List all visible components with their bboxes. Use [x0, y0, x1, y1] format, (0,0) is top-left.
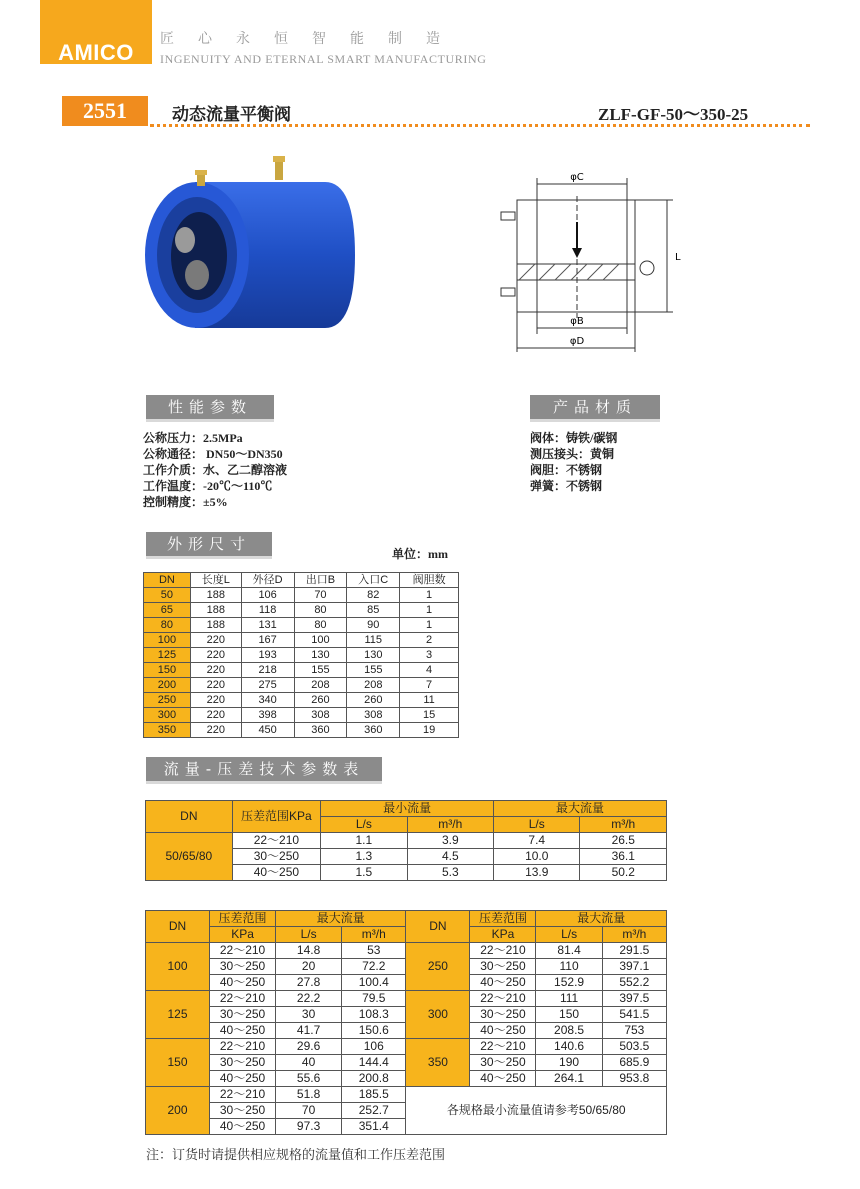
test-port-icon: [275, 160, 283, 180]
col-header: 入口C: [347, 573, 400, 588]
table-cell: 100: [294, 633, 347, 648]
table-cell: 152.9: [536, 975, 602, 991]
table-cell: 106: [342, 1039, 406, 1055]
table-cell: 552.2: [602, 975, 666, 991]
table-cell: 140.6: [536, 1039, 602, 1055]
dn-cell: 200: [146, 1087, 210, 1135]
table-cell: 40～250: [210, 1023, 276, 1039]
product-title: 动态流量平衡阀: [172, 105, 291, 125]
flow2-max-header-right: 最大流量: [536, 911, 667, 927]
table-cell: 1: [400, 588, 459, 603]
dn-cell: 350: [406, 1039, 470, 1087]
range-unit: KPa: [210, 927, 276, 943]
section-flow-header: 流量-压差技术参数表: [146, 757, 382, 784]
table-cell: 30～250: [210, 1103, 276, 1119]
table-cell: 100.4: [342, 975, 406, 991]
dn-cell: 250: [144, 693, 191, 708]
dn-cell: 250: [406, 943, 470, 991]
table-cell: 360: [294, 723, 347, 738]
table-cell: 22～210: [232, 833, 320, 849]
table-cell: 2: [400, 633, 459, 648]
table-cell: 503.5: [602, 1039, 666, 1055]
dn-cell: 300: [144, 708, 191, 723]
unit-ls: L/s: [536, 927, 602, 943]
table-cell: 275: [241, 678, 294, 693]
dn-cell: 50/65/80: [146, 833, 233, 881]
order-note: 注：订货时请提供相应规格的流量值和工作压差范围: [146, 1148, 446, 1163]
flow1-body: [146, 833, 667, 881]
table-cell: 131: [241, 618, 294, 633]
table-cell: 188: [190, 588, 241, 603]
table-cell: 220: [190, 648, 241, 663]
unit-ls: L/s: [276, 927, 342, 943]
table-cell: 27.8: [276, 975, 342, 991]
spec-line: 公称通径： DN50～DN350: [143, 447, 283, 461]
section-performance-header: 性能参数: [146, 395, 274, 422]
table-cell: 19: [400, 723, 459, 738]
hatch-line: [539, 264, 555, 280]
material-line: 测压接头：黄铜: [530, 447, 615, 461]
table-cell: 108.3: [342, 1007, 406, 1023]
table-cell: 15: [400, 708, 459, 723]
col-header: DN: [144, 573, 191, 588]
table-cell: 193: [241, 648, 294, 663]
label-l: L: [675, 252, 681, 263]
table-cell: 40～250: [470, 975, 536, 991]
label-phi-d: φD: [569, 336, 585, 347]
table-cell: 208: [347, 678, 400, 693]
table-cell: 22～210: [210, 1087, 276, 1103]
table-cell: 53: [342, 943, 406, 959]
table-cell: 1.5: [321, 865, 407, 881]
table-cell: 398: [241, 708, 294, 723]
hatch-line: [603, 264, 619, 280]
title-divider: [150, 124, 810, 127]
table-cell: 220: [190, 708, 241, 723]
unit-ls: L/s: [494, 817, 580, 833]
table-cell: 55.6: [276, 1071, 342, 1087]
test-port-cap: [195, 170, 207, 175]
table-cell: 111: [536, 991, 602, 1007]
dn-cell: 65: [144, 603, 191, 618]
table-cell: 10.0: [494, 849, 580, 865]
table-row: [144, 723, 459, 738]
spec-line: 公称压力：2.5MPa: [143, 431, 243, 445]
table-cell: 36.1: [580, 849, 667, 865]
table-cell: 200.8: [342, 1071, 406, 1087]
table-cell: 150.6: [342, 1023, 406, 1039]
col-header: 外径D: [241, 573, 294, 588]
flow1-max-header: 最大流量: [494, 801, 667, 817]
table-cell: 40～250: [232, 865, 320, 881]
dimensions-header-row: [144, 573, 459, 588]
valve-product-image: [135, 150, 360, 365]
table-cell: 81.4: [536, 943, 602, 959]
dimensions-unit: 单位：mm: [392, 547, 448, 561]
table-cell: 72.2: [342, 959, 406, 975]
table-cell: 397.1: [602, 959, 666, 975]
test-port-cap: [273, 156, 285, 162]
table-cell: 11: [400, 693, 459, 708]
table-cell: 397.5: [602, 991, 666, 1007]
dn-cell: 150: [146, 1039, 210, 1087]
dn-cell: 150: [144, 663, 191, 678]
unit-m3h: m³/h: [602, 927, 666, 943]
flow2-range-header: 压差范围: [210, 911, 276, 927]
label-phi-c: φC: [570, 172, 584, 183]
drawing-bore-outline: [537, 200, 627, 312]
table-cell: 40～250: [470, 1071, 536, 1087]
table-cell: 753: [602, 1023, 666, 1039]
cartridge-icon: [185, 260, 209, 290]
table-cell: 208.5: [536, 1023, 602, 1039]
table-cell: 7: [400, 678, 459, 693]
section-dimensions-header: 外形尺寸: [146, 532, 272, 559]
table-row: [146, 943, 667, 959]
table-cell: 30～250: [210, 1007, 276, 1023]
table-row: [144, 663, 459, 678]
dn-cell: 50: [144, 588, 191, 603]
materials-list: [530, 430, 617, 494]
table-cell: 150: [536, 1007, 602, 1023]
table-cell: 1: [400, 603, 459, 618]
table-cell: 3.9: [407, 833, 493, 849]
table-cell: 22～210: [210, 1039, 276, 1055]
table-cell: 22～210: [210, 991, 276, 1007]
table-cell: 218: [241, 663, 294, 678]
hatch-line: [571, 264, 587, 280]
dn-cell: 100: [146, 943, 210, 991]
table-cell: 340: [241, 693, 294, 708]
table-cell: 30～250: [470, 1007, 536, 1023]
dn-cell: 300: [406, 991, 470, 1039]
table-cell: 110: [536, 959, 602, 975]
drawing-test-port: [501, 288, 515, 296]
dn-cell: 100: [144, 633, 191, 648]
material-line: 阀体：铸铁/碳钢: [530, 431, 618, 445]
table-cell: 260: [294, 693, 347, 708]
table-cell: 40～250: [470, 1023, 536, 1039]
table-cell: 41.7: [276, 1023, 342, 1039]
table-cell: 208: [294, 678, 347, 693]
table-cell: 40～250: [210, 1119, 276, 1135]
col-header: 长度L: [190, 573, 241, 588]
table-cell: 130: [347, 648, 400, 663]
product-number: 2551: [62, 96, 148, 126]
table-cell: 155: [294, 663, 347, 678]
table-cell: 450: [241, 723, 294, 738]
table-cell: 70: [276, 1103, 342, 1119]
dn-cell: 80: [144, 618, 191, 633]
unit-m3h: m³/h: [580, 817, 667, 833]
hatch-line: [555, 264, 571, 280]
material-line: 阀胆：不锈钢: [530, 463, 603, 477]
dn-cell: 125: [144, 648, 191, 663]
table-cell: 22～210: [470, 991, 536, 1007]
table-row: [144, 588, 459, 603]
table-cell: 220: [190, 693, 241, 708]
slogan-english: INGENUITY AND ETERNAL SMART MANUFACTURING: [160, 52, 487, 66]
table-cell: 22～210: [210, 943, 276, 959]
table-row: [144, 618, 459, 633]
table-cell: 29.6: [276, 1039, 342, 1055]
table-row: [144, 633, 459, 648]
table-cell: 308: [347, 708, 400, 723]
table-cell: 40～250: [210, 975, 276, 991]
performance-spec-list: [143, 430, 287, 510]
table-cell: 51.8: [276, 1087, 342, 1103]
table-cell: 40～250: [210, 1071, 276, 1087]
col-header: 阀胆数: [400, 573, 459, 588]
table-row: [144, 648, 459, 663]
table-cell: 30～250: [210, 959, 276, 975]
table-cell: 22～210: [470, 943, 536, 959]
flow2-body: [146, 943, 667, 1135]
flow2-header-row: [146, 911, 667, 927]
flow1-min-header: 最小流量: [321, 801, 494, 817]
table-cell: 50.2: [580, 865, 667, 881]
table-cell: 40: [276, 1055, 342, 1071]
table-row: [146, 1039, 667, 1055]
table-cell: 260: [347, 693, 400, 708]
flow1-dn-header: DN: [146, 801, 233, 833]
unit-ls: L/s: [321, 817, 407, 833]
table-cell: 85: [347, 603, 400, 618]
product-model: ZLF-GF-50～350-25: [598, 105, 749, 124]
table-cell: 70: [294, 588, 347, 603]
table-cell: 190: [536, 1055, 602, 1071]
flow-table-small: [145, 800, 667, 881]
table-cell: 264.1: [536, 1071, 602, 1087]
dimensions-table: [143, 572, 459, 738]
flow1-header-row: [146, 801, 667, 817]
table-cell: 308: [294, 708, 347, 723]
table-cell: 685.9: [602, 1055, 666, 1071]
table-cell: 144.4: [342, 1055, 406, 1071]
table-cell: 188: [190, 618, 241, 633]
table-cell: 130: [294, 648, 347, 663]
table-cell: 3: [400, 648, 459, 663]
table-cell: 82: [347, 588, 400, 603]
dimensions-table-body: [144, 588, 459, 738]
table-row: [144, 693, 459, 708]
flow2-dn-header-right: DN: [406, 911, 470, 943]
table-cell: 220: [190, 723, 241, 738]
table-cell: 185.5: [342, 1087, 406, 1103]
flow2-dn-header: DN: [146, 911, 210, 943]
table-cell: 291.5: [602, 943, 666, 959]
table-cell: 953.8: [602, 1071, 666, 1087]
table-cell: 90: [347, 618, 400, 633]
table-cell: 30～250: [232, 849, 320, 865]
col-header: 出口B: [294, 573, 347, 588]
cartridge-icon: [175, 227, 195, 253]
dn-cell: 125: [146, 991, 210, 1039]
hatch-line: [587, 264, 603, 280]
table-cell: 360: [347, 723, 400, 738]
dn-cell: 350: [144, 723, 191, 738]
table-cell: 7.4: [494, 833, 580, 849]
table-cell: 220: [190, 663, 241, 678]
flow2-max-header: 最大流量: [276, 911, 406, 927]
dn-cell: 200: [144, 678, 191, 693]
table-cell: 220: [190, 678, 241, 693]
table-cell: 14.8: [276, 943, 342, 959]
table-cell: 155: [347, 663, 400, 678]
table-cell: 1.3: [321, 849, 407, 865]
table-row: [146, 833, 667, 849]
unit-m3h: m³/h: [407, 817, 493, 833]
table-cell: 79.5: [342, 991, 406, 1007]
table-cell: 22.2: [276, 991, 342, 1007]
table-row: [146, 991, 667, 1007]
table-row: [144, 678, 459, 693]
table-cell: 106: [241, 588, 294, 603]
table-cell: 13.9: [494, 865, 580, 881]
flow-arrow-head-icon: [572, 248, 582, 258]
table-cell: 30～250: [210, 1055, 276, 1071]
table-cell: 4: [400, 663, 459, 678]
table-cell: 30～250: [470, 1055, 536, 1071]
table-row: [144, 708, 459, 723]
table-cell: 97.3: [276, 1119, 342, 1135]
section-materials-header: 产品材质: [530, 395, 660, 422]
valve-technical-drawing: [495, 168, 685, 358]
drawing-test-port: [501, 212, 515, 220]
brand-logo-text: AMICO: [58, 40, 134, 65]
table-cell: 115: [347, 633, 400, 648]
flow1-range-header: 压差范围KPa: [232, 801, 320, 833]
table-cell: 20: [276, 959, 342, 975]
spec-line: 控制精度：±5%: [143, 495, 228, 509]
table-cell: 26.5: [580, 833, 667, 849]
flow-table-large: [145, 910, 667, 1135]
table-cell: 80: [294, 618, 347, 633]
table-cell: 1: [400, 618, 459, 633]
table-cell: 351.4: [342, 1119, 406, 1135]
table-cell: 541.5: [602, 1007, 666, 1023]
table-cell: 4.5: [407, 849, 493, 865]
table-cell: 30: [276, 1007, 342, 1023]
table-cell: 1.1: [321, 833, 407, 849]
label-phi-b: φB: [570, 316, 584, 327]
table-cell: 80: [294, 603, 347, 618]
min-flow-note: 各规格最小流量值请参考50/65/80: [406, 1087, 667, 1135]
hatch-line: [519, 264, 535, 280]
drawing-lifting-eye: [640, 261, 654, 275]
slogan-chinese: 匠心永恒智能制造: [160, 31, 464, 47]
flow2-range-header-right: 压差范围: [470, 911, 536, 927]
table-cell: 22～210: [470, 1039, 536, 1055]
material-line: 弹簧：不锈钢: [530, 479, 603, 493]
table-cell: 167: [241, 633, 294, 648]
unit-m3h: m³/h: [342, 927, 406, 943]
spec-line: 工作温度：-20℃～110℃: [143, 479, 273, 493]
table-cell: 252.7: [342, 1103, 406, 1119]
table-row: [146, 1087, 667, 1103]
table-row: [144, 603, 459, 618]
table-cell: 5.3: [407, 865, 493, 881]
table-cell: 188: [190, 603, 241, 618]
table-cell: 220: [190, 633, 241, 648]
table-cell: 118: [241, 603, 294, 618]
spec-line: 工作介质：水、乙二醇溶液: [143, 463, 288, 477]
range-unit: KPa: [470, 927, 536, 943]
table-cell: 30～250: [470, 959, 536, 975]
